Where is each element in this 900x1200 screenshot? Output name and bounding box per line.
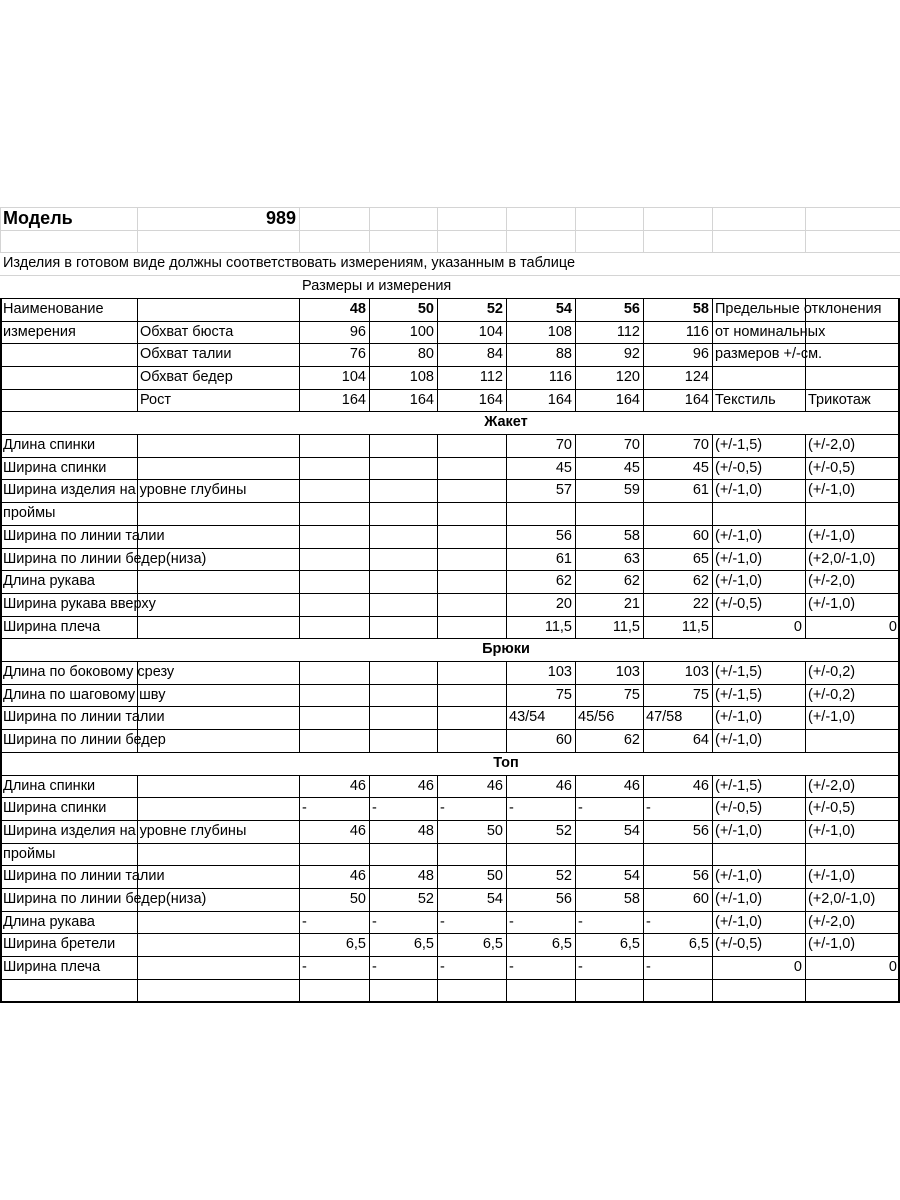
textile-tolerance: (+/-1,0) (715, 914, 763, 930)
body-measure-value: 164 (547, 392, 572, 408)
body-measure-name: Обхват бюста (140, 324, 234, 340)
body-measure-value: 96 (692, 346, 709, 362)
textile-tolerance: (+/-1,0) (715, 891, 763, 907)
textile-tolerance: (+/-0,5) (715, 936, 763, 952)
measure-name: Длина по боковому срезу (3, 664, 175, 680)
measure-value: - (372, 959, 377, 975)
measure-value: 6,5 (413, 936, 434, 952)
measure-name: Ширина плеча (3, 619, 101, 635)
measure-value (437, 616, 506, 638)
measure-value (437, 843, 506, 865)
textile-tolerance: 0 (793, 619, 802, 635)
measure-value: 43/54 (509, 709, 546, 725)
measure-value: 59 (623, 482, 640, 498)
measure-value (299, 457, 369, 479)
body-measure-value: 104 (341, 369, 366, 385)
knit-tolerance: (+/-2,0) (808, 914, 856, 930)
textile-tolerance: (+/-1,0) (715, 573, 763, 589)
measure-value: - (646, 959, 651, 975)
measure-value: 75 (555, 687, 572, 703)
measure-value: - (578, 800, 583, 816)
measure-value: 46 (349, 823, 366, 839)
measure-value (299, 502, 369, 525)
knit-tolerance: (+/-0,2) (808, 664, 856, 680)
measure-value (299, 479, 369, 502)
measure-value: 46 (486, 778, 503, 794)
measure-value (299, 706, 369, 729)
textile-tolerance: (+/-1,5) (715, 437, 763, 453)
measure-value: 6,5 (619, 936, 640, 952)
knit-tolerance: (+/-2,0) (808, 437, 856, 453)
grid-line-h (0, 979, 900, 980)
measure-value: 56 (692, 868, 709, 884)
knit-tolerance: (+/-0,5) (808, 800, 856, 816)
measure-name: Ширина изделия на уровне глубины (3, 823, 247, 839)
body-measure-value: 116 (685, 324, 709, 340)
body-measure-value: 108 (409, 369, 434, 385)
measure-value: - (509, 914, 514, 930)
body-measure-value: 80 (417, 346, 434, 362)
measure-value: 52 (555, 868, 572, 884)
size-header-52: 52 (486, 301, 503, 317)
body-measure-value: 164 (409, 392, 434, 408)
grid-line-v (369, 207, 370, 252)
knit-tolerance: (+2,0/-1,0) (808, 891, 876, 907)
textile-tolerance: (+/-1,0) (715, 528, 763, 544)
measure-value: 54 (623, 823, 640, 839)
measure-value: 75 (623, 687, 640, 703)
measure-value (299, 525, 369, 548)
grid-line-v (137, 298, 138, 321)
knit-tolerance: (+/-1,0) (808, 528, 856, 544)
measure-name: Ширина по линии бедер(низа) (3, 891, 207, 907)
measure-value (369, 593, 437, 616)
measure-value (575, 843, 643, 865)
measure-value: 103 (547, 664, 572, 680)
note-text: Изделия в готовом виде должны соответствовать измерениям, указанным в таблице (3, 255, 576, 271)
sizes-title: Размеры и измерения (302, 278, 452, 294)
measure-value: - (509, 800, 514, 816)
knit-tolerance (805, 843, 900, 865)
measure-value (506, 502, 575, 525)
body-measure-value: 164 (684, 392, 709, 408)
size-header-58: 58 (692, 301, 709, 317)
measure-value: 48 (417, 868, 434, 884)
measure-value: 64 (692, 732, 709, 748)
measure-value (643, 843, 712, 865)
measure-name: Ширина по линии талии (3, 868, 165, 884)
measure-value: 46 (417, 778, 434, 794)
measure-value: 6,5 (345, 936, 366, 952)
measure-value (437, 548, 506, 570)
measure-value: 75 (692, 687, 709, 703)
deviation-header: размеров +/-см. (715, 346, 823, 362)
measure-name: Ширина по линии бедер (3, 732, 166, 748)
measure-value: 63 (623, 551, 640, 567)
body-measure-value: 100 (409, 324, 434, 340)
measure-name: Ширина спинки (3, 800, 107, 816)
grid-line-v (437, 979, 438, 1002)
measure-name: Ширина плеча (3, 959, 101, 975)
measure-value: 54 (623, 868, 640, 884)
measure-value: 50 (486, 868, 503, 884)
measure-value (575, 502, 643, 525)
measure-value: - (302, 959, 307, 975)
measure-value: 52 (417, 891, 434, 907)
measure-name: Длина по шаговому шву (3, 687, 166, 703)
measure-name: Длина рукава (3, 914, 95, 930)
measure-value: 46 (349, 778, 366, 794)
size-header-48: 48 (349, 301, 366, 317)
measure-value: - (440, 914, 445, 930)
measure-value: - (646, 800, 651, 816)
measure-value: 11,5 (544, 619, 572, 635)
body-measure-value: 92 (623, 346, 640, 362)
measure-value: 61 (555, 551, 572, 567)
textile-tolerance: 0 (793, 959, 802, 975)
measure-value: - (509, 959, 514, 975)
measure-value: 70 (555, 437, 572, 453)
body-measure-value: 96 (349, 324, 366, 340)
grid-line-v (575, 207, 576, 252)
measure-value: 52 (555, 823, 572, 839)
measure-value: 54 (486, 891, 503, 907)
measure-value (369, 684, 437, 706)
body-measure-name: Обхват талии (140, 346, 232, 362)
knit-tolerance: (+/-1,0) (808, 482, 856, 498)
measure-value (437, 502, 506, 525)
knit-tolerance: (+/-1,0) (808, 596, 856, 612)
measure-value (437, 525, 506, 548)
grid-line-v (643, 979, 644, 1002)
measure-value: 50 (349, 891, 366, 907)
measure-value: - (302, 800, 307, 816)
measure-value (299, 843, 369, 865)
grid-line-v (805, 207, 806, 252)
measure-value: 48 (417, 823, 434, 839)
body-measure-value: 164 (615, 392, 640, 408)
knit-tolerance: (+/-2,0) (808, 778, 856, 794)
measure-value (437, 706, 506, 729)
measure-value (369, 616, 437, 638)
grid-line-v (805, 366, 806, 389)
measure-value (437, 479, 506, 502)
measure-value (299, 661, 369, 684)
body-measure-name: Рост (140, 392, 171, 408)
measure-value (369, 661, 437, 684)
measure-value: 103 (684, 664, 709, 680)
knit-tolerance: (+/-0,2) (808, 687, 856, 703)
measure-value: 61 (692, 482, 709, 498)
grid-line-v (299, 979, 300, 1002)
textile-tolerance: (+/-1,0) (715, 732, 763, 748)
measure-name: Ширина рукава вверху (3, 596, 156, 612)
measure-value (369, 479, 437, 502)
measure-value: - (372, 914, 377, 930)
body-measure-value: 88 (555, 346, 572, 362)
textile-tolerance (712, 843, 805, 865)
textile-tolerance: (+/-1,0) (715, 709, 763, 725)
measure-value: 45/56 (578, 709, 615, 725)
textile-tolerance: (+/-0,5) (715, 596, 763, 612)
measure-value: 60 (555, 732, 572, 748)
measure-value: 11,5 (681, 619, 709, 635)
textile-tolerance: (+/-1,0) (715, 551, 763, 567)
measure-value: 20 (555, 596, 572, 612)
measure-value (299, 548, 369, 570)
measure-value: - (372, 800, 377, 816)
model-label: Модель (3, 208, 73, 228)
measure-value: 60 (692, 891, 709, 907)
measure-value: 58 (623, 891, 640, 907)
grid-line-v (369, 979, 370, 1002)
textile-tolerance: (+/-1,5) (715, 664, 763, 680)
grid-line-v (137, 979, 138, 1002)
measure-name: Длина спинки (3, 437, 96, 453)
knit-tolerance: (+/-1,0) (808, 868, 856, 884)
measure-value: 56 (692, 823, 709, 839)
textile-tolerance: (+/-1,0) (715, 823, 763, 839)
measure-value: - (302, 914, 307, 930)
body-measure-name: Обхват бедер (140, 369, 233, 385)
body-measure-value: 120 (615, 369, 640, 385)
grid-line-v (712, 207, 713, 252)
grid-line-v (437, 207, 438, 252)
measure-value (369, 548, 437, 570)
knit-header: Трикотаж (808, 392, 871, 408)
measure-value (369, 570, 437, 593)
header-name-line2: измерения (3, 324, 76, 340)
measure-value (506, 843, 575, 865)
textile-tolerance: (+/-0,5) (715, 460, 763, 476)
measure-name: проймы (3, 846, 56, 862)
measure-value: - (578, 914, 583, 930)
measure-value: 62 (692, 573, 709, 589)
measure-value (437, 729, 506, 752)
body-measure-value: 112 (616, 324, 640, 340)
measure-value: 6,5 (482, 936, 503, 952)
section-title: Жакет (484, 414, 528, 430)
knit-tolerance (805, 502, 900, 525)
measure-value: 47/58 (646, 709, 683, 725)
body-measure-value: 76 (349, 346, 366, 362)
measure-value (369, 729, 437, 752)
body-measure-value: 104 (478, 324, 503, 340)
measure-name: Длина рукава (3, 573, 95, 589)
measure-value (437, 457, 506, 479)
measure-value (369, 843, 437, 865)
knit-tolerance: (+2,0/-1,0) (808, 551, 876, 567)
knit-tolerance: (+/-1,0) (808, 709, 856, 725)
knit-tolerance: (+/-1,0) (808, 936, 856, 952)
measure-value: 62 (623, 573, 640, 589)
body-measure-value: 164 (478, 392, 503, 408)
body-measure-value: 108 (547, 324, 572, 340)
measure-name: Ширина спинки (3, 460, 107, 476)
measure-value: 22 (692, 596, 709, 612)
measure-value: 45 (623, 460, 640, 476)
measure-name: Ширина по линии бедер(низа) (3, 551, 207, 567)
measure-name: Ширина изделия на уровне глубины (3, 482, 247, 498)
size-header-54: 54 (555, 301, 572, 317)
grid-line-v (506, 979, 507, 1002)
textile-tolerance: (+/-1,5) (715, 687, 763, 703)
measure-name: Ширина по линии талии (3, 709, 165, 725)
measure-value: 45 (692, 460, 709, 476)
textile-tolerance: (+/-1,0) (715, 482, 763, 498)
body-measure-value: 164 (341, 392, 366, 408)
measure-value: - (440, 959, 445, 975)
measure-value (437, 434, 506, 457)
measure-value (299, 729, 369, 752)
grid-line-v (299, 207, 300, 252)
measure-value: 70 (692, 437, 709, 453)
body-measure-value: 84 (486, 346, 503, 362)
measure-value (369, 525, 437, 548)
measure-value (299, 593, 369, 616)
textile-tolerance: (+/-1,5) (715, 778, 763, 794)
measure-value: 62 (623, 732, 640, 748)
measure-name: проймы (3, 505, 56, 521)
textile-tolerance: (+/-0,5) (715, 800, 763, 816)
deviation-header: от номинальных (715, 324, 826, 340)
measure-value: - (578, 959, 583, 975)
measure-value: 56 (555, 891, 572, 907)
measure-value: 70 (623, 437, 640, 453)
measure-value: - (440, 800, 445, 816)
header-name: Наименование (3, 301, 104, 317)
measure-value (437, 570, 506, 593)
measure-value: 46 (692, 778, 709, 794)
measure-value: 56 (555, 528, 572, 544)
grid-line-v (712, 979, 713, 1002)
body-measure-value: 112 (479, 369, 503, 385)
measure-value: 21 (623, 596, 640, 612)
knit-tolerance: (+/-0,5) (808, 460, 856, 476)
size-table-sheet (0, 207, 900, 994)
textile-tolerance: (+/-1,0) (715, 868, 763, 884)
measure-value (437, 661, 506, 684)
knit-tolerance: (+/-1,0) (808, 823, 856, 839)
measure-value (299, 434, 369, 457)
measure-value: - (646, 914, 651, 930)
model-number: 989 (265, 208, 296, 228)
deviation-header: Предельные отклонения (715, 301, 882, 317)
measure-value (369, 502, 437, 525)
size-header-56: 56 (623, 301, 640, 317)
measure-value (299, 570, 369, 593)
grid-line-v (575, 979, 576, 1002)
grid-line-v (712, 366, 713, 389)
measure-value (437, 684, 506, 706)
body-measure-value: 124 (684, 369, 709, 385)
measure-value (299, 616, 369, 638)
grid-line-h (0, 1001, 900, 1003)
textile-header: Текстиль (715, 392, 776, 408)
measure-value: 45 (555, 460, 572, 476)
grid-line-h (0, 230, 900, 231)
knit-tolerance (805, 729, 900, 752)
measure-value: 6,5 (688, 936, 709, 952)
measure-value: 58 (623, 528, 640, 544)
measure-value (369, 706, 437, 729)
knit-tolerance: 0 (888, 959, 897, 975)
measure-value (643, 502, 712, 525)
knit-tolerance: 0 (888, 619, 897, 635)
size-header-50: 50 (417, 301, 434, 317)
textile-tolerance (712, 502, 805, 525)
measure-value: 46 (555, 778, 572, 794)
grid-line-v (805, 979, 806, 1002)
measure-value: 103 (615, 664, 640, 680)
measure-name: Ширина бретели (3, 936, 116, 952)
measure-value: 11,5 (612, 619, 640, 635)
measure-name: Ширина по линии талии (3, 528, 165, 544)
measure-value: 6,5 (551, 936, 572, 952)
measure-value (369, 457, 437, 479)
measure-value: 60 (692, 528, 709, 544)
measure-value (369, 434, 437, 457)
measure-value: 46 (623, 778, 640, 794)
section-title: Брюки (482, 641, 530, 657)
measure-value: 57 (555, 482, 572, 498)
section-title: Топ (493, 755, 519, 771)
body-measure-value: 116 (548, 369, 572, 385)
grid-line-v (506, 207, 507, 252)
measure-value: 50 (486, 823, 503, 839)
measure-name: Длина спинки (3, 778, 96, 794)
knit-tolerance: (+/-2,0) (808, 573, 856, 589)
measure-value (299, 684, 369, 706)
measure-value: 62 (555, 573, 572, 589)
grid-line-v (643, 207, 644, 252)
measure-value: 46 (349, 868, 366, 884)
measure-value: 65 (692, 551, 709, 567)
measure-value (437, 593, 506, 616)
